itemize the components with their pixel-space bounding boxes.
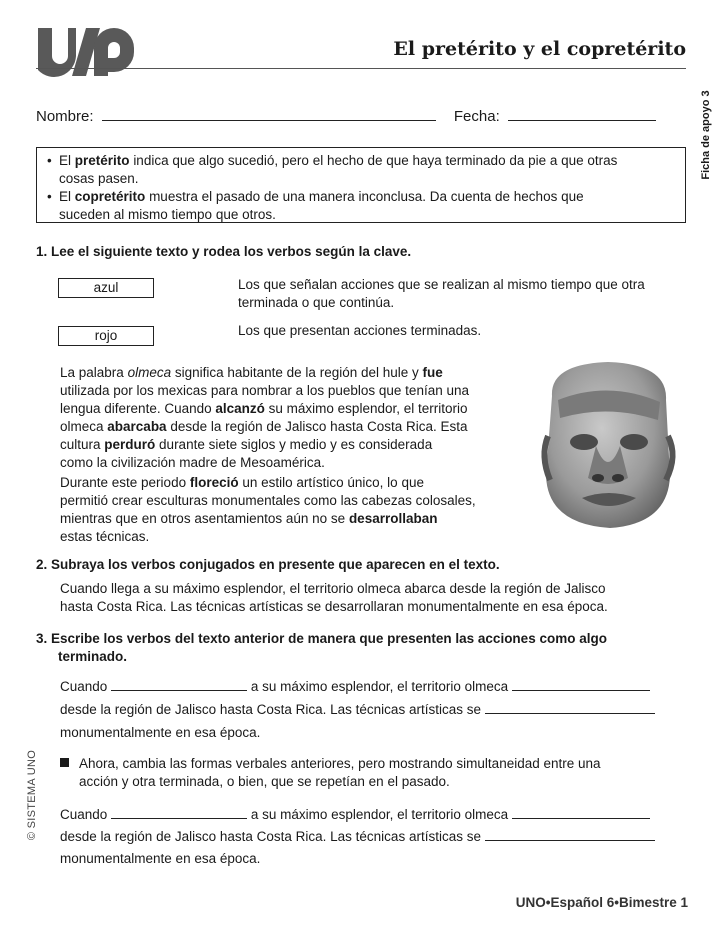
uno-logo (36, 26, 138, 78)
definition-copreterito: • El copretérito muestra el pasado de una manera inconclusa. Da cuenta de hechos que suceden al mismo tiempo que otros. (47, 188, 675, 224)
answer-line-3: monumentalmente en esa época. (60, 725, 261, 740)
highlighted-verb: abarcaba (107, 419, 167, 434)
key-blue-description: Los que señalan acciones que se realizan al mismo tiempo que otra terminada o que continúa. (238, 277, 645, 310)
copyright-notice: © SISTEMA UNO (26, 749, 38, 841)
sub-instruction: Ahora, cambia las formas verbales anteriores, pero mostrando simultaneidad entre una acción y otra terminada, o bien, que se repetían en el pasado. (60, 755, 601, 791)
question-3-title: 3. Escribe los verbos del texto anterior de manera que presenten las acciones como algo terminado. (36, 631, 607, 664)
answer-blank-3[interactable] (485, 701, 655, 714)
square-bullet-icon (60, 758, 69, 767)
text-run: durante siete siglos y medio y es considerada como la civilización madre de Mesoamérica. (60, 437, 433, 470)
definition-box (36, 147, 686, 223)
highlighted-verb: floreció (189, 475, 239, 490)
key-red-description: Los que presentan acciones terminadas. (238, 323, 482, 338)
name-label: Nombre: (36, 108, 94, 125)
date-label: Fecha: (453, 108, 500, 125)
page-title: El pretérito y el copretérito (393, 38, 686, 60)
reading-paragraph-1 (60, 364, 530, 472)
question-1-title: 1. Lee el siguiente texto y rodea los verbos según la clave. (36, 244, 412, 259)
text-run: su máximo esplendor, el territorio olmeca (60, 401, 468, 434)
olmec-head-image (532, 356, 684, 532)
text-run: La palabra (60, 365, 128, 380)
text-run: utilizada por los mexicas para nombrar a los pueblos que tenían una lengua diferente. Cuando (60, 383, 469, 416)
key-red-box: rojo (58, 326, 154, 346)
text-run: estas técnicas. (60, 529, 150, 544)
name-date-row (36, 106, 656, 125)
text-run: Durante este periodo (60, 475, 190, 490)
answer2-line-3: monumentalmente en esa época. (60, 851, 261, 866)
definition-preterito: • El pretérito indica que algo sucedió, pero el hecho de que haya terminado da pie a que otras cosas pasen. (47, 152, 675, 188)
side-tab: Ficha de apoyo 3 (700, 90, 712, 180)
answer2-line-1: Cuando a su máximo esplendor, el territorio olmeca (60, 806, 650, 824)
name-field[interactable] (102, 106, 436, 121)
question-2-text: Cuando llega a su máximo esplendor, el territorio olmeca abarca desde la región de Jalisco hasta Costa Rica. Las técnicas artísticas se desarrollaran monumentalmente en esa época. (60, 581, 608, 614)
page-footer: UNO•Español 6•Bimestre 1 (515, 895, 688, 910)
highlighted-verb: desarrollaban (348, 511, 438, 526)
italic-word: olmeca (127, 365, 172, 380)
answer-line-1: Cuando a su máximo esplendor, el territorio olmeca (60, 678, 650, 696)
question-2-title: 2. Subraya los verbos conjugados en presente que aparecen en el texto. (36, 557, 500, 572)
text-run: desde la región de Jalisco hasta Costa Rica. Esta cultura (60, 419, 468, 452)
reading-paragraph-2 (60, 474, 530, 546)
key-blue-box: azul (58, 278, 154, 298)
answer-line-2: desde la región de Jalisco hasta Costa Rica. Las técnicas artísticas se (60, 701, 655, 719)
highlighted-verb: alcanzó (215, 401, 265, 416)
answer-blank-1[interactable] (111, 678, 247, 691)
title-divider (36, 68, 686, 69)
answer-blank-2[interactable] (512, 678, 650, 691)
answer2-blank-1[interactable] (111, 806, 247, 819)
answer2-line-2: desde la región de Jalisco hasta Costa Rica. Las técnicas artísticas se (60, 828, 655, 846)
answer2-blank-2[interactable] (512, 806, 650, 819)
text-run: un estilo artístico único, lo que permitió crear esculturas monumentales como las cabezas colosales, mientras que en otros asentamientos aún no se (60, 475, 476, 526)
answer2-blank-3[interactable] (485, 828, 655, 841)
date-field[interactable] (508, 106, 656, 121)
text-run: significa habitante de la región del hule y (171, 365, 423, 380)
highlighted-verb: fue (422, 365, 443, 380)
highlighted-verb: perduró (104, 437, 156, 452)
